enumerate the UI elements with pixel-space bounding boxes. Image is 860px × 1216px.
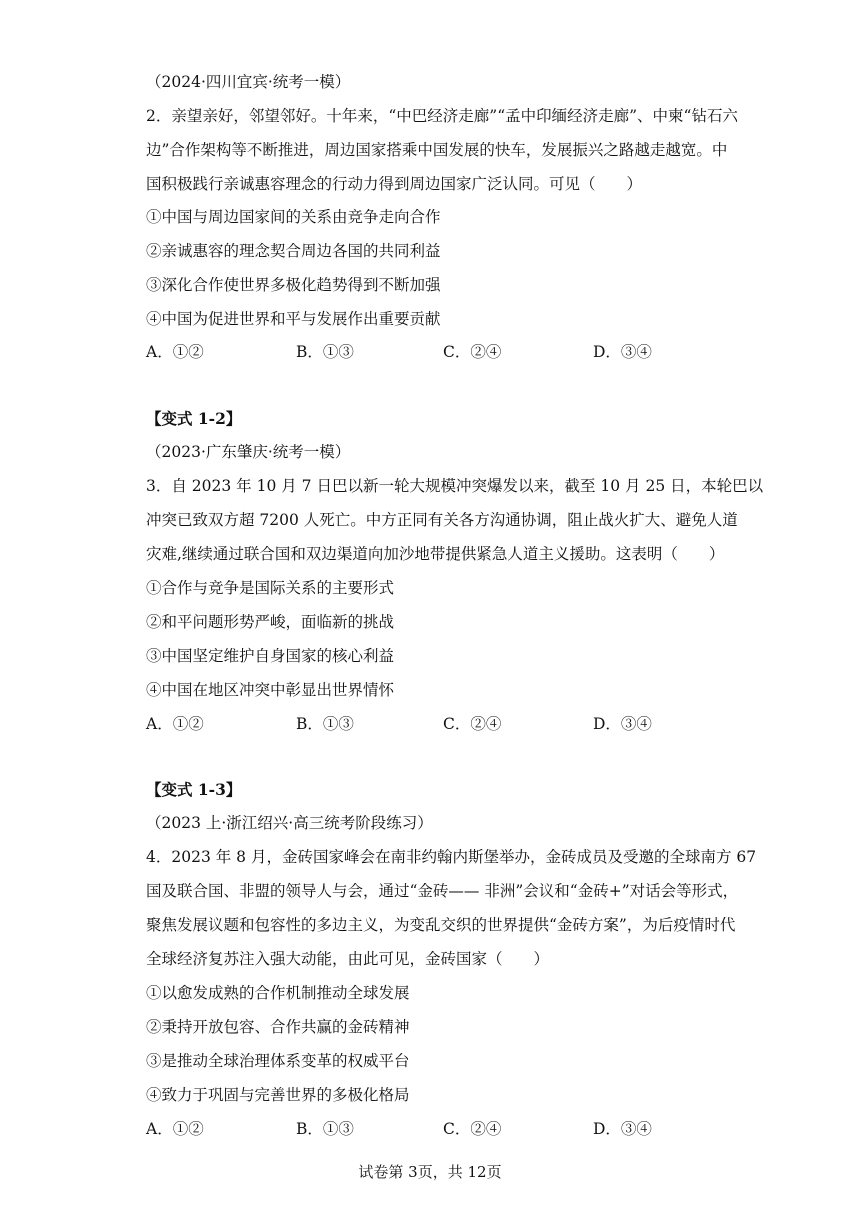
q4-option-b[interactable]: B．①③ bbox=[296, 1120, 354, 1138]
variant-1-3-heading: 【变式 1-3】 bbox=[146, 780, 242, 799]
q2-option-a[interactable]: A．①② bbox=[146, 343, 204, 361]
q3-source: （2023·广东肇庆·统考一模） bbox=[146, 443, 351, 461]
q2-statement-4: ④中国为促进世界和平与发展作出重要贡献 bbox=[146, 310, 441, 328]
q2-statement-3: ③深化合作使世界多极化趋势得到不断加强 bbox=[146, 276, 441, 294]
q3-statement-3: ③中国坚定维护自身国家的核心利益 bbox=[146, 647, 395, 665]
q3-option-d[interactable]: D．③④ bbox=[593, 715, 652, 733]
q3-option-a[interactable]: A．①② bbox=[146, 715, 204, 733]
q2-stem-line-1: 2．亲望亲好，邻望邻好。十年来，“中巴经济走廊”“孟中印缅经济走廊”、中柬“钻石六 bbox=[146, 107, 738, 125]
q2-stem-line-2: 边”合作架构等不断推进，周边国家搭乘中国发展的快车，发展振兴之路越走越宽。中 bbox=[146, 141, 728, 159]
variant-1-2-heading: 【变式 1-2】 bbox=[146, 409, 242, 428]
q2-stem-line-3: 国积极践行亲诚惠容理念的行动力得到周边国家广泛认同。可见（ ） bbox=[146, 175, 643, 193]
q3-statement-4: ④中国在地区冲突中彰显出世界情怀 bbox=[146, 681, 395, 699]
q4-stem-line-2: 国及联合国、非盟的领导人与会，通过“金砖—— 非洲”会议和“金砖+”对话会等形式， bbox=[146, 882, 739, 900]
q3-stem-line-1: 3．自 2023 年 10 月 7 日巴以新一轮大规模冲突爆发以来，截至 10 月 25 日，本轮巴以 bbox=[146, 477, 764, 495]
q4-stem-line-1: 4．2023 年 8 月，金砖国家峰会在南非约翰内斯堡举办，金砖成员及受邀的全球南方 67 bbox=[146, 848, 757, 866]
q2-statement-1: ①中国与周边国家间的关系由竞争走向合作 bbox=[146, 208, 441, 226]
q3-option-b[interactable]: B．①③ bbox=[296, 715, 354, 733]
q4-statement-1: ①以愈发成熟的合作机制推动全球发展 bbox=[146, 984, 410, 1002]
q4-stem-line-4: 全球经济复苏注入强大动能，由此可见，金砖国家（ ） bbox=[146, 950, 550, 968]
q2-source: （2024·四川宜宾·统考一模） bbox=[146, 73, 351, 91]
q2-statement-2: ②亲诚惠容的理念契合周边各国的共同利益 bbox=[146, 242, 441, 260]
q3-options bbox=[146, 714, 706, 734]
q4-stem-line-3: 聚焦发展议题和包容性的多边主义，为变乱交织的世界提供“金砖方案”，为后疫情时代 bbox=[146, 916, 736, 934]
q4-option-c[interactable]: C．②④ bbox=[443, 1120, 502, 1138]
q2-option-c[interactable]: C．②④ bbox=[443, 343, 502, 361]
q4-options bbox=[146, 1119, 706, 1139]
q3-statement-1: ①合作与竞争是国际关系的主要形式 bbox=[146, 579, 395, 597]
q3-stem-line-2: 冲突已致双方超 7200 人死亡。中方正同有关各方沟通协调，阻止战火扩大、避免人道 bbox=[146, 511, 738, 529]
q3-statement-2: ②和平问题形势严峻，面临新的挑战 bbox=[146, 613, 395, 631]
page-footer: 试卷第 3页，共 12页 bbox=[358, 1163, 502, 1181]
q3-option-c[interactable]: C．②④ bbox=[443, 715, 502, 733]
q4-option-a[interactable]: A．①② bbox=[146, 1120, 204, 1138]
q4-statement-2: ②秉持开放包容、合作共赢的金砖精神 bbox=[146, 1018, 410, 1036]
q4-statement-4: ④致力于巩固与完善世界的多极化格局 bbox=[146, 1086, 410, 1104]
q2-options bbox=[146, 342, 706, 362]
q2-option-b[interactable]: B．①③ bbox=[296, 343, 354, 361]
q2-option-d[interactable]: D．③④ bbox=[593, 343, 652, 361]
q3-stem-line-3: 灾难,继续通过联合国和双边渠道向加沙地带提供紧急人道主义援助。这表明（ ） bbox=[146, 545, 725, 563]
q4-option-d[interactable]: D．③④ bbox=[593, 1120, 652, 1138]
q4-source: （2023 上·浙江绍兴·高三统考阶段练习） bbox=[146, 814, 433, 832]
q4-statement-3: ③是推动全球治理体系变革的权威平台 bbox=[146, 1052, 410, 1070]
